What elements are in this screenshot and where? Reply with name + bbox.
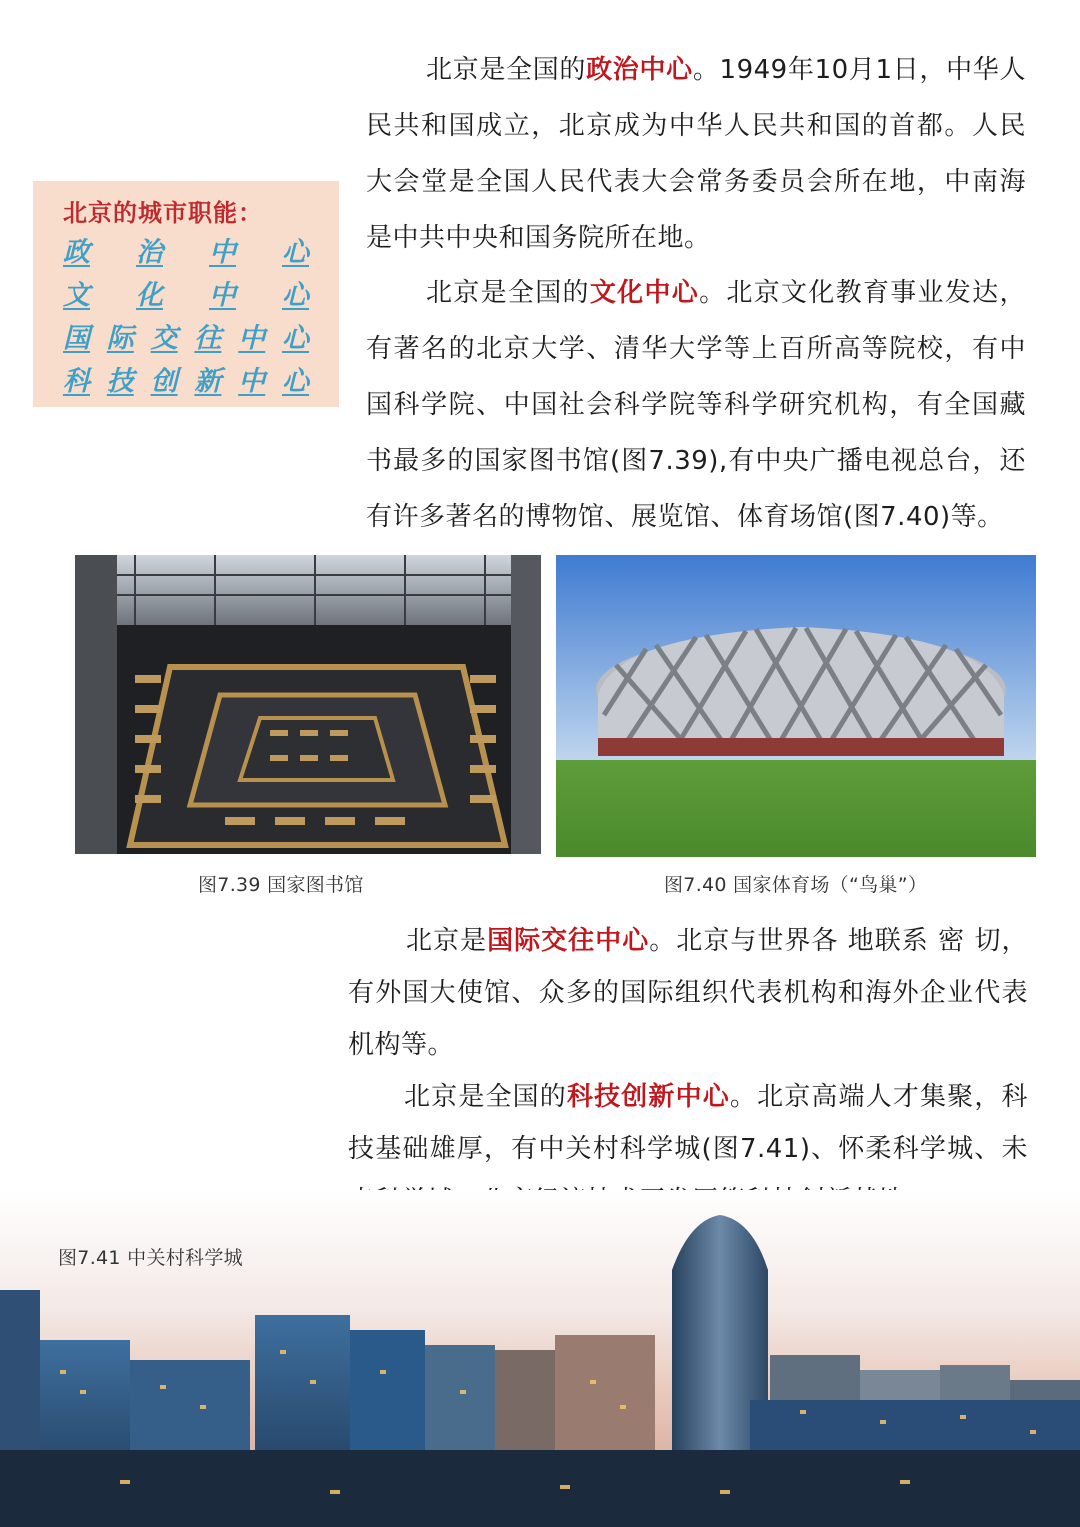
city-functions-title: 北京的城市职能： <box>63 199 263 227</box>
function-innovation-center: 科 技 创 新 中 心 <box>63 366 309 397</box>
function-cultural-center: 文 化 中 心 <box>63 280 309 311</box>
caption-zhongguancun: 图7.41 中关村科学城 <box>58 1247 243 1269</box>
city-functions-list <box>63 231 339 403</box>
highlight-international-center: 国际交往中心 <box>487 926 650 956</box>
city-functions-box <box>33 181 339 407</box>
paragraph-political-center: 北京是全国的政治中心。1949年10月1日，中华人民共和国成立，北京成为中华人民共和国的首都。人民大会堂是全国人民代表大会常务委员会所在地，中南海是中共中央和国务院所在地。 <box>366 55 1026 253</box>
national-library-photo <box>75 555 541 854</box>
function-international-center: 国 际 交 往 中 心 <box>63 323 309 354</box>
highlight-political-center: 政治中心 <box>586 55 693 85</box>
function-political-center: 政 治 中 心 <box>63 237 309 268</box>
birds-nest-stadium-photo <box>556 555 1036 857</box>
zhongguancun-skyline-photo <box>0 1190 1080 1527</box>
caption-national-library: 图7.39 国家图书馆 <box>198 874 364 896</box>
paragraph-innovation-center: 北京是全国的科技创新中心。北京高端人才集聚，科技基础雄厚，有中关村科学城(图7.41)、怀柔科学城、未 <box>348 1082 1028 1164</box>
library-illustration <box>75 555 541 854</box>
highlight-innovation-center: 科技创新中心 <box>566 1082 730 1112</box>
paragraph-international-center: 北京是国际交往中心。北京与世界各 地联系 密 切，有外国大使馆、众多的国际组织代表机构和海外企业代表机构等。 <box>348 926 1028 1060</box>
stadium-illustration <box>556 555 1036 857</box>
skyline-illustration <box>0 1190 1080 1527</box>
paragraph-cultural-center: 北京是全国的文化中心。北京文化教育事业发达，有著名的北京大学、清华大学等上百所高等院校，有中国科学院、中国社会科学院等科学研究机构，有全国藏书最多的国家图书馆(图7.39),有中央广播电视总台，还有许多著名的博物馆、展览馆、体育场馆(图7.40)等。 <box>366 278 1026 532</box>
highlight-cultural-center: 文化中心 <box>589 278 700 308</box>
caption-birds-nest: 图7.40 国家体育场（“鸟巢”） <box>664 874 928 896</box>
